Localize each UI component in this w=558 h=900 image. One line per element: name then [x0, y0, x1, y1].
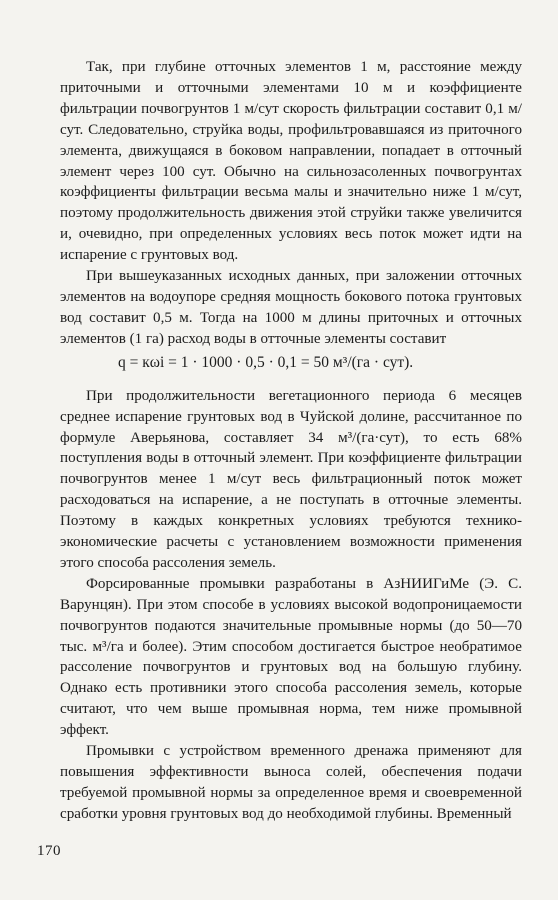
paragraph-filtration-speed: Так, при глубине отточных элементов 1 м, расстояние между приточными и отточными элементами 10 м и коэффициенте фильтрации почвогрунтов 1 м/сут скорость фильтрации составит 0,1 м/сут. Следовательно, струйка воды, профильтровавшаяся из приточного элемента, движущаяся в боковом направлении, попадает в отточный элемент через 100 сут. Обычно на сильнозасоленных почвогрунтах коэффициенты фильтрации весьма малы и значительно ниже 1 м/сут, поэтому продолжительность движения этой струйки также увеличится и, очевидно, при определенных условиях весь поток может идти на испарение с грунтовых вод.: [60, 59, 522, 264]
page-number: 170: [37, 843, 61, 859]
paragraph-evaporation: При продолжительности вегетационного периода 6 месяцев среднее испарение грунтовых вод в Чуйской долине, рассчитанное по формуле Аверьянова, составляет 34 м³/(га·сут), то есть 68% поступления воды в отточный элемент. При коэффициенте фильтрации почвогрунтов менее 1 м/сут весь фильтрационный поток может расходоваться на испарение, а не поступать в отточные элементы. Поэтому в каждых конкретных условиях требуются технико-экономические расчеты с установлением возможности применения этого способа рассоления земель.: [60, 387, 522, 571]
paragraph-forced-leaching: Форсированные промывки разработаны в АзНИИГиМе (Э. С. Варунцян). При этом способе в условиях высокой водопроницаемости почвогрунтов подаются значительные промывные нормы (до 50—70 тыс. м³/га и более). Этим способом достигается быстрое необратимое рассоление почвогрунтов и грунтовых вод на большую глубину. Однако есть противники этого способа рассоления земель, которые считают, что чем выше промывная норма, тем ниже промывной эффект.: [60, 575, 522, 739]
paragraph-lateral-flow: При вышеуказанных исходных данных, при заложении отточных элементов на водоупоре средняя мощность бокового потока грунтовых вод составит 0,5 м. Тогда на 1000 м длины приточных и отточных элементов (1 га) расход воды в отточные элементы составит: [60, 268, 522, 347]
flow-rate-formula: q = кωi = 1 · 1000 · 0,5 · 0,1 = 50 м³/(га · сут).: [118, 353, 414, 371]
paragraph-temporary-drainage: Промывки с устройством временного дренажа применяют для повышения эффективности выноса солей, обеспечения подачи требуемой промывной нормы за определенное время и своевременной сработки уровня грунтовых вод до необходимой глубины. Временный: [60, 743, 522, 822]
text-body: [60, 57, 522, 825]
